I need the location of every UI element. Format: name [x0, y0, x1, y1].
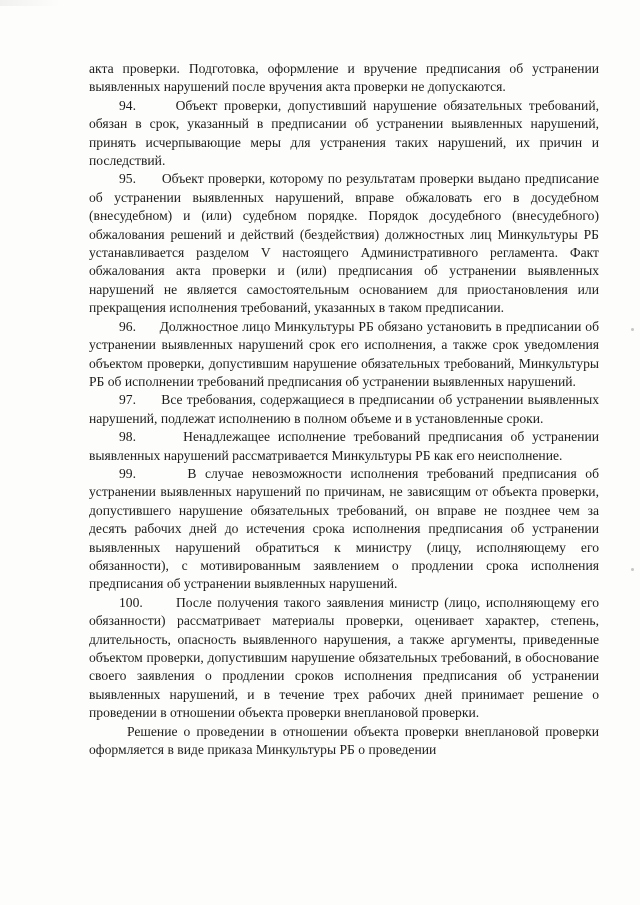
document-body [89, 60, 599, 759]
paragraph-100 [89, 594, 599, 723]
paragraph-text: Ненадлежащее исполнение требований предписания об устранении выявленных нарушений рассматривается Минкультуры РБ как его неисполнение. [89, 429, 599, 463]
paragraph-100-continuation [89, 723, 599, 760]
paragraph-number: 96. [119, 318, 136, 334]
paragraph-number: 100. [119, 594, 143, 610]
paragraph-number: 98. [119, 429, 136, 445]
paragraph-text: В случае невозможности исполнения требований предписания об устранении выявленных нарушений по причинам, не зависящим от объекта проверки, допустившего нарушение обязательных требований, он вправе не позднее чем за десять рабочих дней до истечения срока исполнения предписания об устранении выявленных нарушений обратиться к министру (лицу, исполняющему его обязанности), с мотивированным заявлением о продлении срока исполнения предписания об устранении выявленных нарушений. [89, 465, 599, 592]
paragraph-number: 97. [119, 392, 136, 408]
paragraph-text: Решение о проведении в отношении объекта проверки внеплановой проверки оформляется в виде приказа Минкультуры РБ о проведении [89, 723, 599, 758]
paragraph-number: 99. [119, 465, 136, 481]
paragraph-text: Все требования, содержащиеся в предписании об устранении выявленных нарушений, подлежат исполнению в полном объеме и в установленные сроки. [89, 392, 599, 426]
paragraph-94 [89, 97, 599, 171]
scan-artifact [631, 328, 634, 331]
scan-artifact [0, 0, 60, 6]
paragraph-text: акта проверки. Подготовка, оформление и вручение предписания об устранении выявленных нарушений после вручения акта проверки не допускаются. [89, 61, 599, 95]
paragraph-99 [89, 465, 599, 594]
paragraph-text: Должностное лицо Минкультуры РБ обязано установить в предписании об устранении выявленных нарушений срок его исполнения, а также срок уведомления объектом проверки, допустившим нарушение обязательных требований, Минкультуры РБ об исполнении требований предписания об устранении выявленных нарушений. [89, 318, 599, 389]
paragraph-text: Объект проверки, допустивший нарушение обязательных требований, обязан в срок, указанный в предписании об устранении выявленных нарушений, принять исчерпывающие меры для устранения таких нарушений, их причин и последствий. [89, 97, 599, 169]
paragraph-number: 94. [119, 97, 136, 113]
paragraph-96 [89, 318, 599, 392]
scan-artifact [631, 568, 634, 571]
paragraph-95 [89, 170, 599, 317]
paragraph-text: После получения такого заявления министр (лицо, исполняющему его обязанности) рассматривает материалы проверки, оценивает характер, степень, длительность, опасность выявленного нарушения, а также аргументы, приведенные объектом проверки, допустившим нарушение обязательных требований, в обоснование своего заявления о продлении сроков исполнения предписания об устранении выявленных нарушений, и в течение трех рабочих дней принимает решение о проведении в отношении объекта проверки внеплановой проверки. [89, 594, 599, 721]
paragraph-97 [89, 391, 599, 428]
paragraph-number: 95. [119, 171, 136, 187]
paragraph-text: Объект проверки, которому по результатам проверки выдано предписание об устранении выявленных нарушений, вправе обжаловать его в досудебном (внесудебном) и (или) судебном порядке. Порядок досудебного (внесудебного) обжалования решений и действий (бездействия) должностных лиц Минкультуры РБ устанавливается разделом V настоящего Административного регламента. Факт обжалования акта проверки и (или) предписания об устранении выявленных нарушений не является самостоятельным основанием для приостановления или прекращения исполнения требований, указанных в таком предписании. [89, 171, 599, 316]
paragraph-98 [89, 428, 599, 465]
paragraph-93-continuation [89, 60, 599, 97]
